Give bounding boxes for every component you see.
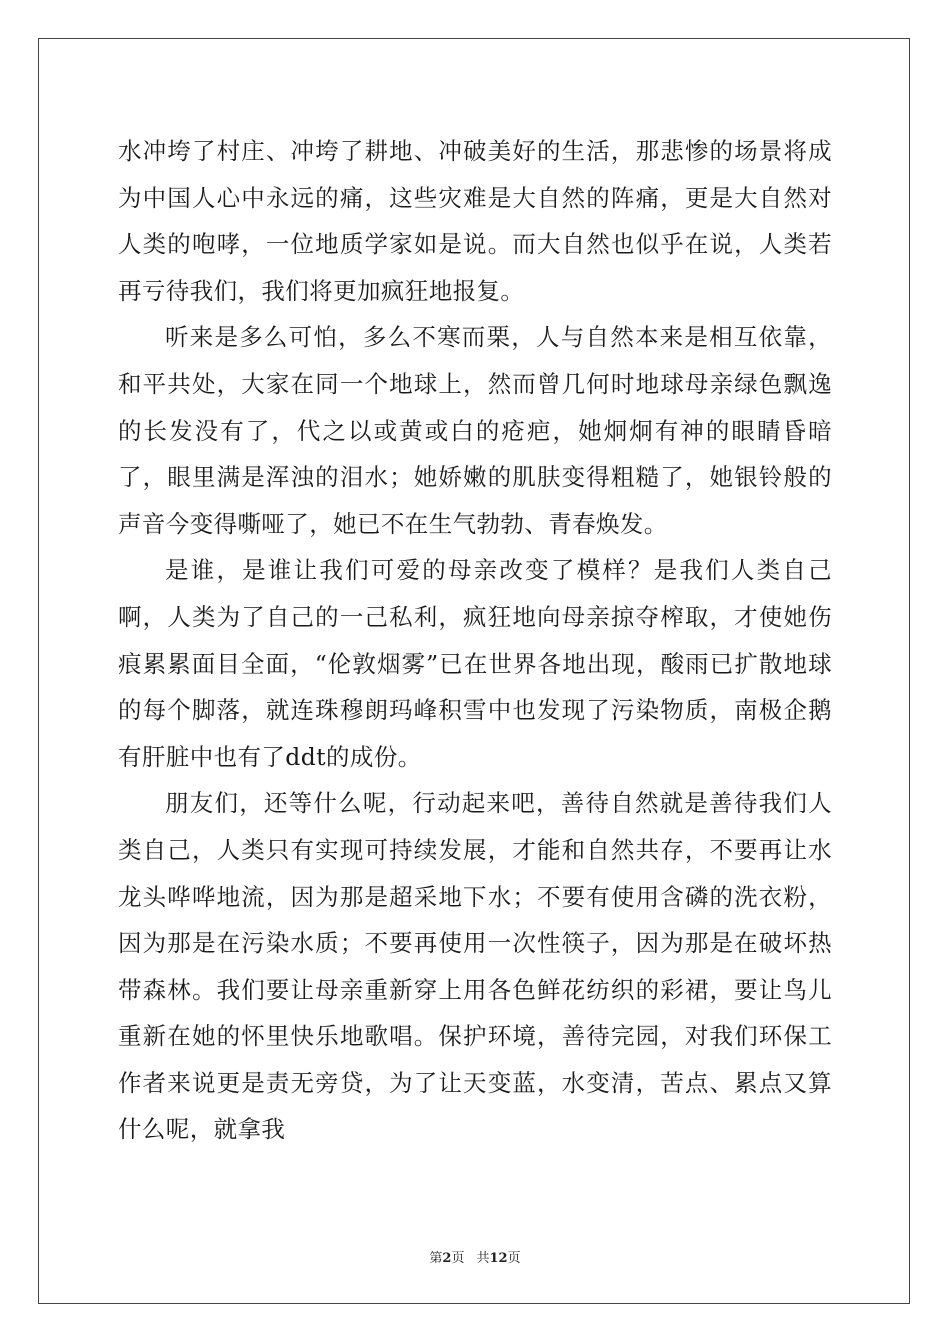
- paragraph-1: 水冲垮了村庄、冲垮了耕地、冲破美好的生活，那悲惨的场景将成为中国人心中永远的痛，这些灾难是大自然的阵痛，更是大自然对人类的咆哮，一位地质学家如是说。而大自然也似乎在说，人类若再亏待我们，我们将更加疯狂地报复。: [118, 137, 832, 305]
- page-footer: [0, 1247, 950, 1266]
- paragraph-3: 是谁，是谁让我们可爱的母亲改变了模样？是我们人类自己啊，人类为了自己的一己私利，疯狂地向母亲掠夺榨取，才使她伤痕累累面目全面，“伦敦烟雾”已在世界各地出现，酸雨已扩散地球的每个脚落，就连珠穆朗玛峰积雪中也发现了污染物质，南极企鹅有肝脏中也有了ddt的成份。: [118, 556, 832, 771]
- page-suffix: 页: [451, 1251, 465, 1266]
- page-number: 2: [442, 1251, 452, 1266]
- paragraph-4: 朋友们，还等什么呢，行动起来吧，善待自然就是善待我们人类自己，人类只有实现可持续发展，才能和自然共存，不要再让水龙头哗哗地流，因为那是超采地下水；不要有使用含磷的洗衣粉，因为那是在污染水质；不要再使用一次性筷子，因为那是在破坏热带森林。我们要让母亲重新穿上用各色鲜花纺织的彩裙，要让鸟儿重新在她的怀里快乐地歌唱。保护环境，善待完园，对我们环保工作者来说更是责无旁贷，为了让天变蓝，水变清，苦点、累点又算什么呢，就拿我: [118, 789, 832, 1144]
- document-body: [118, 128, 832, 1153]
- total-prefix: 共: [476, 1251, 490, 1266]
- total-pages: 12: [489, 1251, 508, 1266]
- paragraph-2: 听来是多么可怕，多么不寒而栗，人与自然本来是相互依靠，和平共处，大家在同一个地球上，然而曾几何时地球母亲绿色飘逸的长发没有了，代之以或黄或白的疮疤，她炯炯有神的眼睛昏暗了，眼里满是浑浊的泪水；她娇嫩的肌肤变得粗糙了，她银铃般的声音今变得嘶哑了，她已不在生气勃勃、青春焕发。: [118, 323, 832, 538]
- page-prefix: 第: [429, 1251, 443, 1266]
- total-suffix: 页: [507, 1251, 521, 1266]
